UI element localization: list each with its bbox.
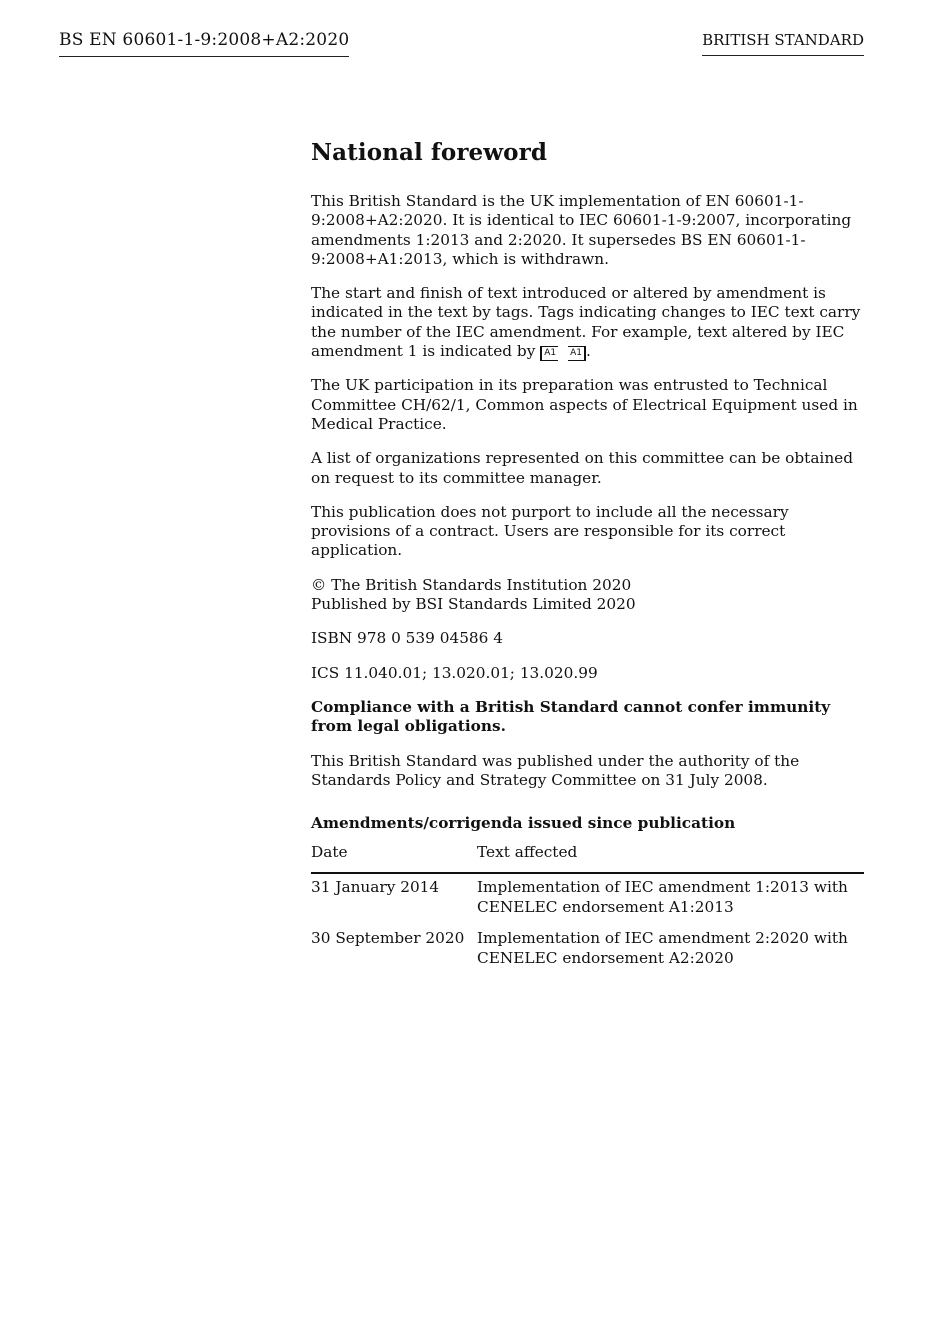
- tags-text-end: .: [586, 342, 591, 361]
- paragraph-provisions: This publication does not purport to include all the necessary provisions of a contract. Users are responsible for its correct application.: [311, 502, 789, 560]
- table-row: [311, 924, 864, 975]
- page-title: National foreword: [311, 139, 548, 166]
- amendment-text-line: Implementation of IEC amendment 1:2013 with: [477, 878, 848, 897]
- amendment-date: 31 January 2014: [311, 878, 440, 897]
- paragraph-committee: The UK participation in its preparation was entrusted to Technical Committee CH/62/1, Common aspects of Electrical Equipment used in Medical Practice.: [311, 376, 858, 433]
- amendment-date: 30 September 2020: [311, 929, 465, 948]
- compliance-notice: Compliance with a British Standard cannot confer immunity from legal obligations.: [311, 697, 831, 736]
- amendment-text: [477, 873, 864, 924]
- paragraph-authority: This British Standard was published under the authority of the Standards Policy and Strategy Committee on 31 July 2008.: [311, 751, 800, 789]
- amendments-title: Amendments/corrigenda issued since publication: [311, 814, 736, 833]
- copyright-line: © The British Standards Institution 2020: [311, 575, 632, 594]
- publisher-line: Published by BSI Standards Limited 2020: [311, 595, 636, 614]
- amendments-header-row: [311, 841, 864, 873]
- amendments-table: [311, 841, 864, 975]
- column-header-date: Date: [311, 841, 477, 873]
- table-row: [311, 873, 864, 924]
- paragraph-implementation: This British Standard is the UK implementation of EN 60601-1-9:2008+A2:2020. It is identical to IEC 60601-1-9:2007, incorporating amendments 1:2013 and 2:2020. It supersedes BS EN 60601-1-9:2008+A1:2013, which is withdrawn.: [311, 192, 852, 268]
- document-id: BS EN 60601-1-9:2008+A2:2020: [59, 30, 349, 57]
- paragraph-tags: [311, 284, 864, 361]
- amendment-close-tag-icon: A1: [568, 346, 586, 361]
- paragraph-copyright: [311, 576, 864, 615]
- ics-codes: ICS 11.040.01; 13.020.01; 13.020.99: [311, 663, 598, 682]
- tags-text: The start and finish of text introduced or altered by amendment is indicated in the text by tags. Tags indicating changes to IEC text carry the number of the IEC amendment. For example, text altered by IEC amendment 1 is indicated by: [311, 284, 861, 361]
- isbn: ISBN 978 0 539 04586 4: [311, 629, 503, 648]
- column-header-text-affected: Text affected: [477, 841, 864, 873]
- foreword-content: [311, 138, 864, 975]
- paragraph-organizations: A list of organizations represented on this committee can be obtained on request to its committee manager.: [311, 449, 854, 487]
- amendment-text-line: CENELEC endorsement A1:2013: [477, 897, 734, 916]
- amendment-open-tag-icon: A1: [540, 346, 558, 361]
- series-label: BRITISH STANDARD: [702, 31, 864, 56]
- amendment-text: [477, 924, 864, 975]
- amendment-text-line: CENELEC endorsement A2:2020: [477, 948, 734, 967]
- amendment-text-line: Implementation of IEC amendment 2:2020 with: [477, 929, 848, 948]
